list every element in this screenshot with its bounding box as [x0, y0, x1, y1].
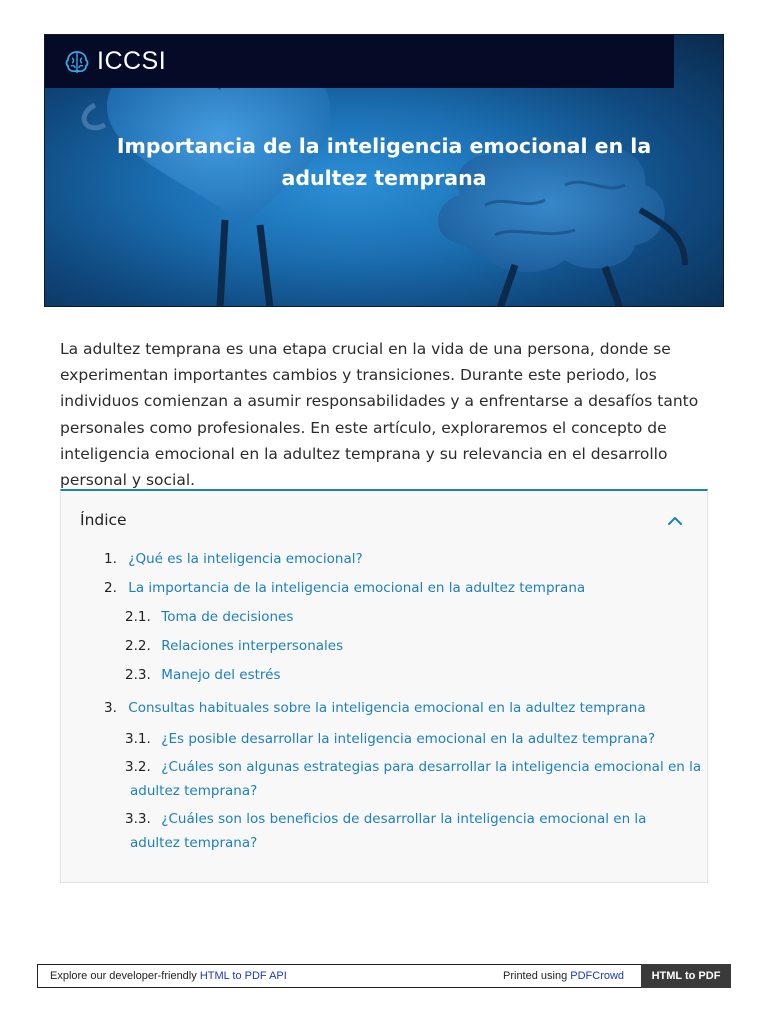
toc-item [125, 727, 655, 751]
toc-item [125, 634, 343, 658]
footer-printed-text: Printed using [503, 970, 571, 982]
toc-link[interactable]: ¿Cuáles son algunas estrategias para desarrollar la inteligencia emocional en la [161, 759, 702, 775]
toc-item [125, 605, 293, 629]
toc-item-number: 2.2. [125, 638, 151, 654]
pdfcrowd-footer [37, 964, 731, 988]
toc-item [104, 576, 585, 600]
toc-item-number: 3. [104, 700, 117, 716]
toc-link[interactable]: ¿Es posible desarrollar la inteligencia emocional en la adultez temprana? [161, 731, 656, 747]
toc-item-number: 3.2. [125, 759, 151, 775]
toc-item [104, 696, 646, 720]
brand-name[interactable]: ICCSI [97, 47, 167, 75]
footer-promo [50, 970, 287, 982]
toc-item-continuation [130, 779, 257, 803]
toc-list [61, 491, 707, 882]
toc-item-continuation [130, 831, 257, 855]
toc-link[interactable]: Manejo del estrés [161, 667, 281, 683]
toc-item-number: 3.3. [125, 811, 151, 827]
footer-printed [503, 970, 624, 982]
toc-item-number: 3.1. [125, 731, 151, 747]
page-title: Importancia de la inteligencia emocional en la adultez temprana [116, 134, 652, 190]
toc-link[interactable]: La importancia de la inteligencia emocional en la adultez temprana [128, 580, 586, 596]
html-to-pdf-button[interactable]: HTML to PDF [641, 964, 731, 988]
toc-link[interactable]: Toma de decisiones [161, 609, 294, 625]
footer-promo-text: Explore our developer-friendly [50, 970, 200, 982]
toc-link[interactable]: adultez temprana? [130, 835, 258, 851]
toc-item-number: 1. [104, 551, 117, 567]
site-header-bar [45, 35, 674, 88]
toc-link[interactable]: ¿Cuáles son los beneficios de desarrollar la inteligencia emocional en la [161, 811, 647, 827]
brain-logo-icon[interactable] [63, 48, 91, 76]
toc-item-number: 2.1. [125, 609, 151, 625]
toc-title: Índice [80, 511, 127, 529]
toc-link[interactable]: Relaciones interpersonales [161, 638, 344, 654]
toc-link[interactable]: adultez temprana? [130, 783, 258, 799]
toc-item [125, 807, 646, 831]
intro-paragraph: La adultez temprana es una etapa crucial en la vida de una persona, donde se experimentan importantes cambios y transiciones. Durante este periodo, los individuos comienzan a asumir responsabilidades y a enfrentarse a desafíos tanto personales como profesionales. En este artículo, exploraremos el concepto de inteligencia emocional en la adultez temprana y su relevancia en el desarrollo personal y social. [60, 340, 699, 490]
toc-link[interactable]: ¿Qué es la inteligencia emocional? [128, 551, 363, 567]
toc-item [125, 755, 701, 779]
hero-banner [44, 34, 724, 307]
table-of-contents [60, 489, 708, 883]
toc-item-number: 2. [104, 580, 117, 596]
toc-item-number: 2.3. [125, 667, 151, 683]
toc-item [125, 663, 281, 687]
toc-item [104, 547, 363, 571]
toc-link[interactable]: Consultas habituales sobre la inteligencia emocional en la adultez temprana [128, 700, 646, 716]
pdfcrowd-link[interactable]: PDFCrowd [570, 970, 625, 982]
html-to-pdf-api-link[interactable]: HTML to PDF API [199, 970, 287, 982]
